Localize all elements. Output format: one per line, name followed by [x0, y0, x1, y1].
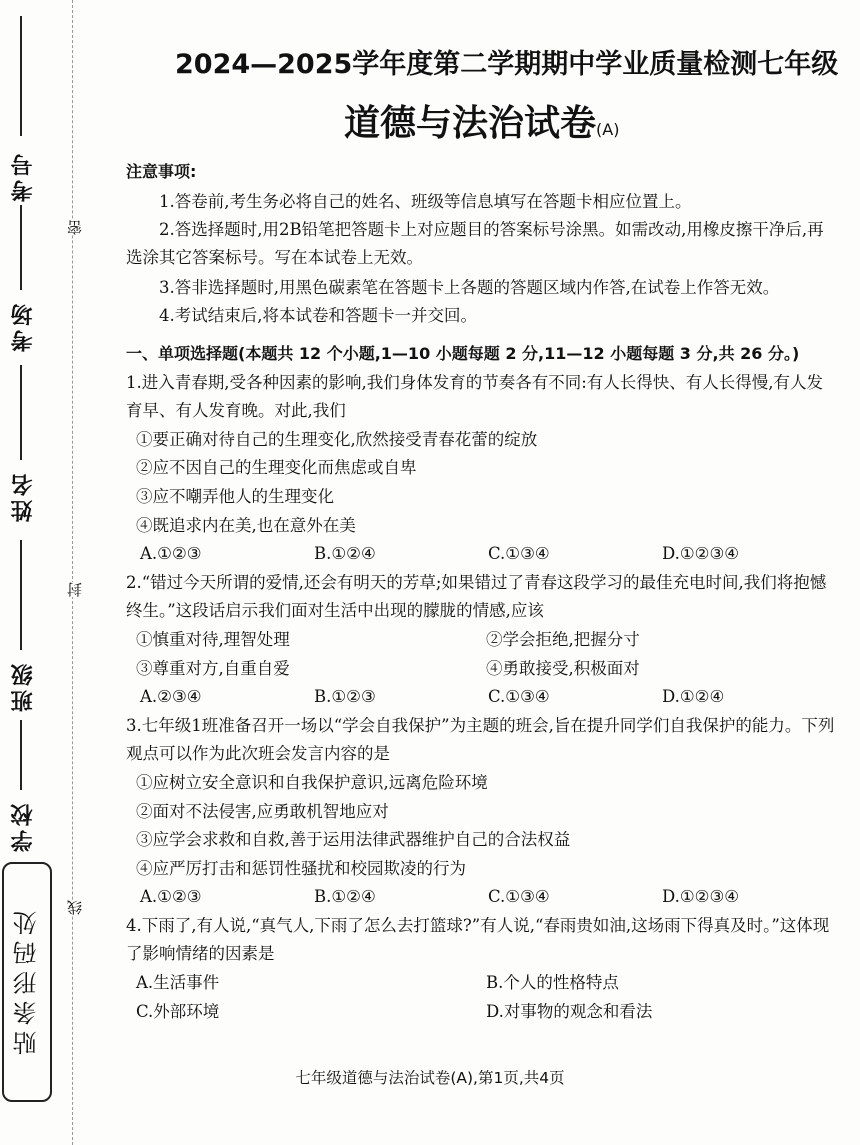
- statement: ④应严厉打击和惩罚性骚扰和校园欺凌的行为: [136, 858, 466, 878]
- question-4-choices-row: [126, 969, 836, 998]
- exam-title: 2024—2025学年度第二学期期中学业质量检测七年级: [175, 49, 839, 80]
- paper-title-suffix: (A): [596, 120, 620, 139]
- paper-title: [344, 95, 619, 146]
- school-label: 学校: [11, 800, 36, 852]
- statement: ①应树立安全意识和自我保护意识,远离危险环境: [136, 772, 488, 792]
- exam-number-line: [20, 16, 22, 136]
- statement: ③尊重对方,自重自爱: [136, 658, 290, 678]
- question-2-statements-row: [126, 655, 836, 684]
- seal-char-mi: 密: [66, 220, 84, 235]
- statement: ③应学会求救和自救,善于运用法律武器维护自己的合法权益: [136, 830, 571, 850]
- seal-char-feng: 封: [66, 582, 84, 597]
- choice-d: D.①②③④: [662, 887, 740, 907]
- choice-b: B.①②④: [314, 544, 376, 564]
- question-1-choices: [126, 540, 836, 569]
- barcode-label: 贴条形码处: [13, 905, 41, 1055]
- school-line: [20, 720, 22, 790]
- notice-item: 1.答卷前,考生务必将自己的姓名、班级等信息填写在答题卡相应位置上。: [159, 192, 692, 211]
- exam-room-line: [20, 205, 22, 290]
- exam-number-label: 考号: [11, 150, 36, 202]
- choice-a: A.②③④: [140, 687, 202, 707]
- choice-c: C.①③④: [488, 887, 550, 907]
- statement: ②面对不法侵害,应勇敢机智地应对: [136, 801, 389, 821]
- question-1-stem: 1.进入青春期,受各种因素的影响,我们身体发育的节奏各有不同:有人长得快、有人长得慢,有人发育早、有人发育晚。对此,我们: [126, 372, 824, 421]
- class-line: [20, 540, 22, 650]
- notice-section: [126, 158, 836, 330]
- choice-d: D.①②③④: [662, 544, 740, 564]
- section-title: 一、单项选择题(本题共 12 个小题,1—10 小题每题 2 分,11—12 小题每题 3 分,共 26 分。): [126, 344, 800, 363]
- question-3-stem: 3.七年级1班准备召开一场以“学会自我保护”为主题的班会,旨在提升同学们自我保护的能力。下列观点可以作为此次班会发言内容的是: [126, 715, 835, 764]
- choice-d: D.①②④: [662, 687, 725, 707]
- notice-item: 2.答选择题时,用2B铅笔把答题卡上对应题目的答案标号涂黑。如需改动,用橡皮擦干净后,再选涂其它答案标号。写在本试卷上无效。: [126, 220, 824, 267]
- choice-b: B.个人的性格特点: [486, 973, 619, 993]
- notice-title: 注意事项:: [126, 162, 197, 181]
- statement: ②应不因自己的生理变化而焦虑或自卑: [136, 458, 417, 478]
- statement: ③应不嘲弄他人的生理变化: [136, 486, 334, 506]
- choice-a: A.①②③: [140, 544, 202, 564]
- question-2-stem: 2.“错过今天所谓的爱情,还会有明天的芳草;如果错过了青春这段学习的最佳充电时间,我们将抱憾终生。”这段话启示我们面对生活中出现的朦胧的情感,应该: [126, 572, 827, 621]
- page-footer: 七年级道德与法治试卷(A),第1页,共4页: [295, 1069, 565, 1087]
- notice-item: 4.考试结束后,将本试卷和答题卡一并交回。: [159, 306, 477, 325]
- seal-cut-line: [72, 0, 73, 1145]
- statement: ④勇敢接受,积极面对: [486, 658, 640, 678]
- choice-a: A.①②③: [140, 887, 202, 907]
- question-2-statements-row: [126, 626, 836, 655]
- paper-title-main: 道德与法治试卷: [344, 103, 597, 144]
- question-3-choices: [126, 883, 836, 912]
- question-4-stem: 4.下雨了,有人说,“真气人,下雨了怎么去打篮球?”有人说,“春雨贵如油,这场雨下得真及时。”这体现了影响情绪的因素是: [126, 915, 830, 964]
- choice-b: B.①②③: [314, 687, 376, 707]
- statement: ①慎重对待,理智处理: [136, 629, 290, 649]
- choice-b: B.①②④: [314, 887, 376, 907]
- name-label: 姓名: [11, 470, 36, 522]
- statement: ④既追求内在美,也在意外在美: [136, 515, 356, 535]
- name-line: [20, 365, 22, 460]
- section-single-choice: [126, 340, 836, 1026]
- question-2-choices: [126, 683, 836, 712]
- class-label: 班级: [11, 660, 36, 712]
- choice-a: A.生活事件: [136, 973, 220, 993]
- question-4-choices-row: [126, 998, 836, 1027]
- seal-char-xian: 线: [66, 900, 84, 915]
- choice-c: C.①③④: [488, 687, 550, 707]
- choice-c: C.①③④: [488, 544, 550, 564]
- statement: ②学会拒绝,把握分寸: [486, 629, 640, 649]
- notice-item: 3.答非选择题时,用黑色碳素笔在答题卡上各题的答题区域内作答,在试卷上作答无效。: [159, 278, 780, 297]
- statement: ①要正确对待自己的生理变化,欣然接受青春花蕾的绽放: [136, 429, 538, 449]
- choice-d: D.对事物的观念和看法: [486, 1001, 653, 1021]
- exam-room-label: 考场: [11, 300, 36, 352]
- binding-margin: [0, 0, 100, 1145]
- choice-c: C.外部环境: [136, 1001, 220, 1021]
